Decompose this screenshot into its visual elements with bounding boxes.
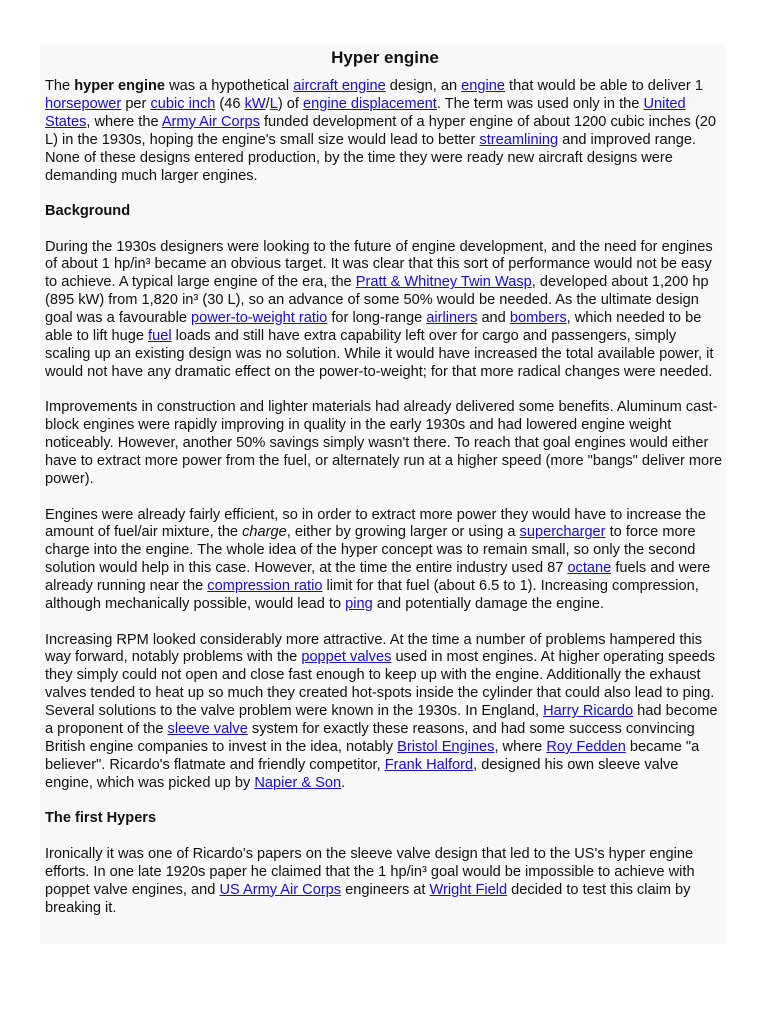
text-run: that would be able to deliver 1 <box>505 78 703 94</box>
link-poppet-valves[interactable]: poppet valves <box>301 649 392 666</box>
text-run: engineers at <box>341 881 430 898</box>
text-run: . <box>341 774 346 791</box>
link-united-states[interactable]: United States <box>45 95 686 130</box>
link-compression-ratio[interactable]: compression ratio <box>207 578 323 595</box>
text-run: system for exactly these reasons, and had some success convincing British engine companies to invest in the idea, notably <box>45 721 695 755</box>
text-run: The <box>45 78 75 94</box>
link-twin-wasp[interactable]: Pratt & Whitney Twin Wasp <box>355 274 532 291</box>
link-ping[interactable]: ping <box>345 596 373 613</box>
text-run: Increasing RPM looked considerably more attractive. At the time a number of problems hampered this way forward, notably problems with the <box>45 631 703 666</box>
text-run: limit for that fuel (about 6.5 to 1). Increasing compression, although mechanically possible, would lead to <box>45 578 699 613</box>
section-heading-background: Background <box>45 203 131 220</box>
link-napier-and-son[interactable]: Napier & Son <box>254 774 342 791</box>
page-title: Hyper engine <box>331 48 439 67</box>
text-run: had become a proponent of the <box>45 703 718 738</box>
text-run: Engines were already fairly efficient, so in order to extract more power they would have to increase the amount of fuel/air mixture, the <box>45 506 706 541</box>
text-run: . The term was used only in the <box>436 95 644 112</box>
text-run: to force more charge into the engine. The whole idea of the hyper concept was to remain small, so only the second solution would help in this case. However, at the time the entire industry used 87 <box>45 524 696 577</box>
text-run: and improved range. None of these designs entered production, by the time they were ready new aircraft designs were demanding much larger engines. <box>45 131 696 184</box>
link-fuel[interactable]: fuel <box>148 328 172 345</box>
text-run: fuels and were already running near the <box>45 560 711 595</box>
text-run: , developed about 1,200 hp (895 kW) from 1,820 in³ (30 L), so an advance of some 50% would be needed. As the ultimate design goal was a favourable <box>45 274 709 327</box>
text-run: was a hypothetical <box>165 78 294 94</box>
text-run: , where <box>494 738 547 755</box>
text-run: ) of <box>277 95 303 112</box>
background-paragraph-3 <box>45 507 725 614</box>
text-run: , which needed to be able to lift huge <box>45 310 702 345</box>
link-engine[interactable]: engine <box>461 78 505 94</box>
link-harry-ricardo[interactable]: Harry Ricardo <box>543 703 634 720</box>
section-heading-first-hypers: The first Hypers <box>45 810 157 827</box>
link-roy-fedden[interactable]: Roy Fedden <box>546 738 626 755</box>
text-run: , designed his own sleeve valve engine, which was picked up by <box>45 756 679 791</box>
text-run: and <box>477 310 510 327</box>
link-engine-displacement[interactable]: engine displacement <box>302 95 437 112</box>
background-paragraph-4 <box>45 632 725 793</box>
text-run: (46 <box>215 95 245 112</box>
link-sleeve-valve[interactable]: sleeve valve <box>167 721 248 738</box>
text-run: and potentially damage the engine. <box>372 596 605 613</box>
link-streamlining[interactable]: streamlining <box>479 131 559 148</box>
italic-term: charge <box>242 524 287 541</box>
text-run: , either by growing larger or using a <box>286 524 520 541</box>
text-run: , where the <box>86 113 162 130</box>
link-octane[interactable]: octane <box>567 560 612 577</box>
text-run: per <box>121 95 151 112</box>
link-supercharger[interactable]: supercharger <box>519 524 606 541</box>
bold-term: hyper engine <box>74 78 166 94</box>
link-wright-field[interactable]: Wright Field <box>429 881 508 898</box>
link-bombers[interactable]: bombers <box>509 310 567 327</box>
text-run: loads and still have extra capability left over for cargo and passengers, simply scaling up an existing design was no solution. While it would have increased the total available power, it would not have any dramatic effect on the power-to-weight; for that more radical changes were needed. <box>45 328 714 380</box>
intro-paragraph <box>45 78 725 185</box>
link-horsepower[interactable]: horsepower <box>45 95 122 112</box>
text-run: became "a believer". Ricardo's flatmate and friendly competitor, <box>45 738 700 773</box>
link-aircraft-engine[interactable]: aircraft engine <box>293 78 386 94</box>
text-run: design, an <box>385 78 462 94</box>
link-bristol-engines[interactable]: Bristol Engines <box>397 738 495 755</box>
link-army-air-corps[interactable]: Army Air Corps <box>161 113 260 130</box>
link-airliners[interactable]: airliners <box>426 310 478 327</box>
text-run: Ironically it was one of Ricardo's papers on the sleeve valve design that led to the US's hyper engine efforts. In one late 1920s paper he claimed that the 1 hp/in³ goal would be impossible to achieve with poppet valve engines, and <box>45 845 695 898</box>
text-run: used in most engines. At higher operating speeds they simply could not open and close fast enough to keep up with the engine. Additionally the exhaust valves tended to heat up so much they created hot-spots inside the cylinder that could also lead to ping. Several solutions to the valve problem were known in the 1930s. In England, <box>45 649 716 720</box>
text-run: During the 1930s designers were looking to the future of engine development, and the need for engines of about 1 hp/in³ became an obvious target. It was clear that this sort of performance would not be easy to achieve. A typical large engine of the era, the <box>45 238 713 291</box>
text-run: decided to test this claim by breaking it. <box>45 881 691 916</box>
link-kw[interactable]: kW <box>244 95 266 112</box>
background-paragraph-1 <box>45 239 725 382</box>
text-run: funded development of a hyper engine of about 1200 cubic inches (20 L) in the 1930s, hoping the engine's small size would lead to better <box>45 113 716 148</box>
text-run: for long-range <box>327 310 427 327</box>
article-page <box>40 44 726 944</box>
link-cubic-inch[interactable]: cubic inch <box>150 95 216 112</box>
link-power-to-weight-ratio[interactable]: power-to-weight ratio <box>191 310 328 327</box>
text-run: / <box>265 95 270 112</box>
first-hypers-paragraph-1 <box>45 846 725 918</box>
link-frank-halford[interactable]: Frank Halford <box>384 756 474 773</box>
link-us-army-air-corps[interactable]: US Army Air Corps <box>219 881 342 898</box>
link-litre[interactable]: L <box>269 95 278 112</box>
background-paragraph-2: Improvements in construction and lighter materials had already delivered some benefits. Aluminum cast-block engines were rapidly improving in quality in the early 1930s and had lowered engine weight noticeably. However, another 50% savings simply wasn't there. To reach that goal engines would either have to extract more power from the fuel, or alternately run at a higher speed (more "bangs" deliver more power). <box>45 399 723 487</box>
